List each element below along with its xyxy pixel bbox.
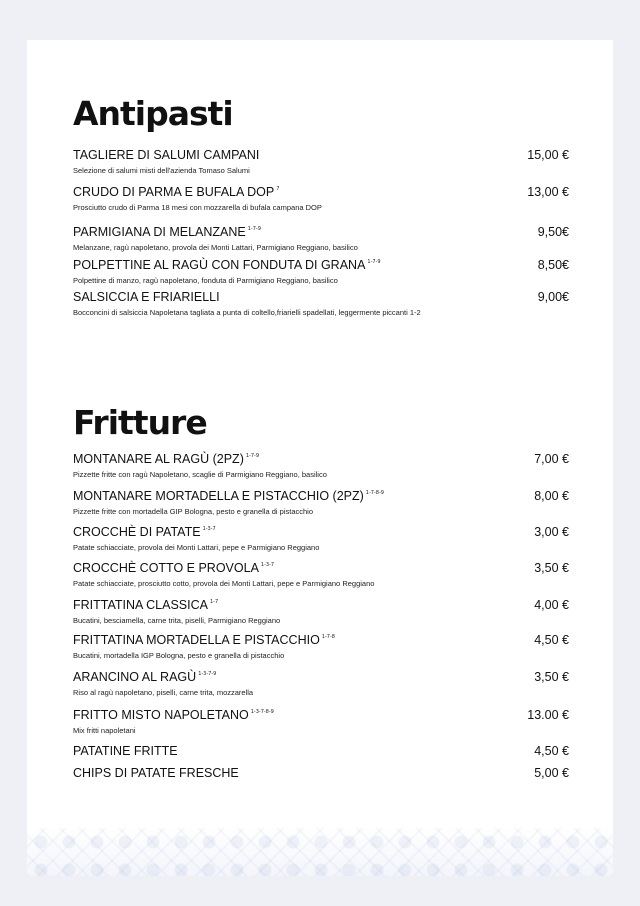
item-name: PATATINE FRITTE — [73, 744, 178, 758]
item-name-wrap — [73, 181, 279, 200]
item-name: POLPETTINE AL RAGÙ CON FONDUTA DI GRANA — [73, 258, 366, 272]
item-price: 9,00€ — [537, 290, 569, 304]
item-name: CRUDO DI PARMA E BUFALA DOP — [73, 185, 275, 199]
item-price: 3,50 € — [534, 670, 569, 684]
decorative-tile-band — [27, 828, 613, 876]
item-description: Patate schiacciate, prosciutto cotto, provola dei Monti Lattari, pepe e Parmigiano Reggiano — [73, 579, 375, 588]
item-name: CROCCHÈ COTTO E PROVOLA — [73, 561, 259, 575]
item-name: ARANCINO AL RAGÙ — [73, 670, 197, 684]
item-allergens: 1-7-8 — [321, 633, 335, 640]
item-price: 4,50 € — [534, 633, 569, 647]
item-price: 3,50 € — [534, 561, 569, 575]
section-title-antipasti: Antipasti — [73, 94, 233, 133]
item-name: MONTANARE AL RAGÙ (2PZ) — [73, 452, 244, 466]
item-allergens: 1-3-7-8-9 — [250, 708, 274, 715]
item-description: Polpettine di manzo, ragù napoletano, fonduta di Parmigiano Reggiano, basilico — [73, 276, 338, 285]
item-description: Patate schiacciate, provola dei Monti Lattari, pepe e Parmigiano Reggiano — [73, 543, 320, 552]
section-title-fritture: Fritture — [73, 403, 207, 442]
item-price: 8,00 € — [534, 489, 569, 503]
item-name-wrap — [73, 762, 239, 781]
item-name: FRITTO MISTO NAPOLETANO — [73, 708, 249, 722]
item-name: CROCCHÈ DI PATATE — [73, 525, 201, 539]
item-price: 7,00 € — [534, 452, 569, 466]
item-description: Bucatini, besciamella, carne trita, piselli, Parmigiano Reggiano — [73, 616, 281, 625]
item-allergens: 1-7-8-9 — [365, 489, 384, 496]
item-allergens: 1-7-9 — [367, 258, 381, 265]
menu-item — [73, 704, 569, 737]
item-description: Selezione di salumi misti dell'azienda Tomaso Salumi — [73, 166, 250, 175]
item-description: Pizzette fritte con mortadella GIP Bologna, pesto e granella di pistacchio — [73, 507, 313, 516]
item-allergens: 1-7 — [209, 598, 219, 605]
item-price: 4,00 € — [534, 598, 569, 612]
item-allergens: 7 — [276, 185, 280, 192]
item-name-wrap — [73, 557, 274, 576]
item-allergens: 1-3-7 — [202, 525, 216, 532]
item-price: 15,00 € — [527, 148, 569, 162]
menu-item — [73, 485, 569, 518]
menu-item — [73, 144, 569, 177]
menu-item — [73, 254, 569, 287]
item-description: Pizzette fritte con ragù Napoletano, scaglie di Parmigiano Reggiano, basilico — [73, 470, 327, 479]
item-price: 5,00 € — [534, 766, 569, 780]
menu-page — [27, 40, 613, 876]
item-description: Bucatini, mortadella IGP Bologna, pesto e granella di pistacchio — [73, 651, 285, 660]
item-name-wrap — [73, 666, 216, 685]
item-description: Riso al ragù napoletano, piselli, carne trita, mozzarella — [73, 688, 254, 697]
menu-item — [73, 557, 569, 590]
item-name-wrap — [73, 704, 274, 723]
item-allergens: 1-7-9 — [247, 225, 261, 232]
menu-item — [73, 521, 569, 554]
item-name-wrap — [73, 485, 384, 504]
item-name: MONTANARE MORTADELLA E PISTACCHIO (2PZ) — [73, 489, 364, 503]
item-price: 13.00 € — [527, 708, 569, 722]
menu-item — [73, 221, 569, 254]
item-description: Prosciutto crudo di Parma 18 mesi con mozzarella di bufala campana DOP — [73, 203, 322, 212]
item-price: 9,50€ — [537, 225, 569, 239]
item-price: 13,00 € — [527, 185, 569, 199]
item-name: SALSICCIA E FRIARIELLI — [73, 290, 220, 304]
menu-item — [73, 181, 569, 214]
item-price: 8,50€ — [537, 258, 569, 272]
item-name-wrap — [73, 629, 335, 648]
item-allergens: 1-3-7 — [260, 561, 275, 568]
item-name-wrap — [73, 448, 259, 467]
menu-item — [73, 448, 569, 481]
item-name: FRITTATINA MORTADELLA E PISTACCHIO — [73, 633, 320, 647]
menu-item — [73, 594, 569, 627]
item-name-wrap — [73, 740, 178, 759]
menu-item — [73, 629, 569, 662]
item-description: Mix fritti napoletani — [73, 726, 136, 735]
item-description: Bocconcini di salsiccia Napoletana tagliata a punta di coltello,friarielli spadellati, leggermente piccanti 1-2 — [73, 308, 421, 317]
item-name-wrap — [73, 221, 261, 240]
item-name-wrap — [73, 521, 216, 540]
item-name-wrap — [73, 144, 259, 163]
item-name: CHIPS DI PATATE FRESCHE — [73, 766, 239, 780]
item-name-wrap — [73, 286, 220, 305]
menu-item — [73, 740, 569, 759]
item-price: 3,00 € — [534, 525, 569, 539]
menu-item — [73, 762, 569, 781]
menu-item — [73, 286, 569, 319]
item-name-wrap — [73, 594, 218, 613]
menu-item — [73, 666, 569, 699]
item-name: PARMIGIANA DI MELANZANE — [73, 225, 246, 239]
item-description: Melanzane, ragù napoletano, provola dei Monti Lattari, Parmigiano Reggiano, basilico — [73, 243, 358, 252]
item-price: 4,50 € — [534, 744, 569, 758]
item-allergens: 1-7-9 — [245, 452, 260, 459]
item-name: TAGLIERE DI SALUMI CAMPANI — [73, 148, 260, 162]
item-name: FRITTATINA CLASSICA — [73, 598, 208, 612]
item-allergens: 1-3-7-9 — [198, 670, 217, 677]
item-name-wrap — [73, 254, 381, 273]
